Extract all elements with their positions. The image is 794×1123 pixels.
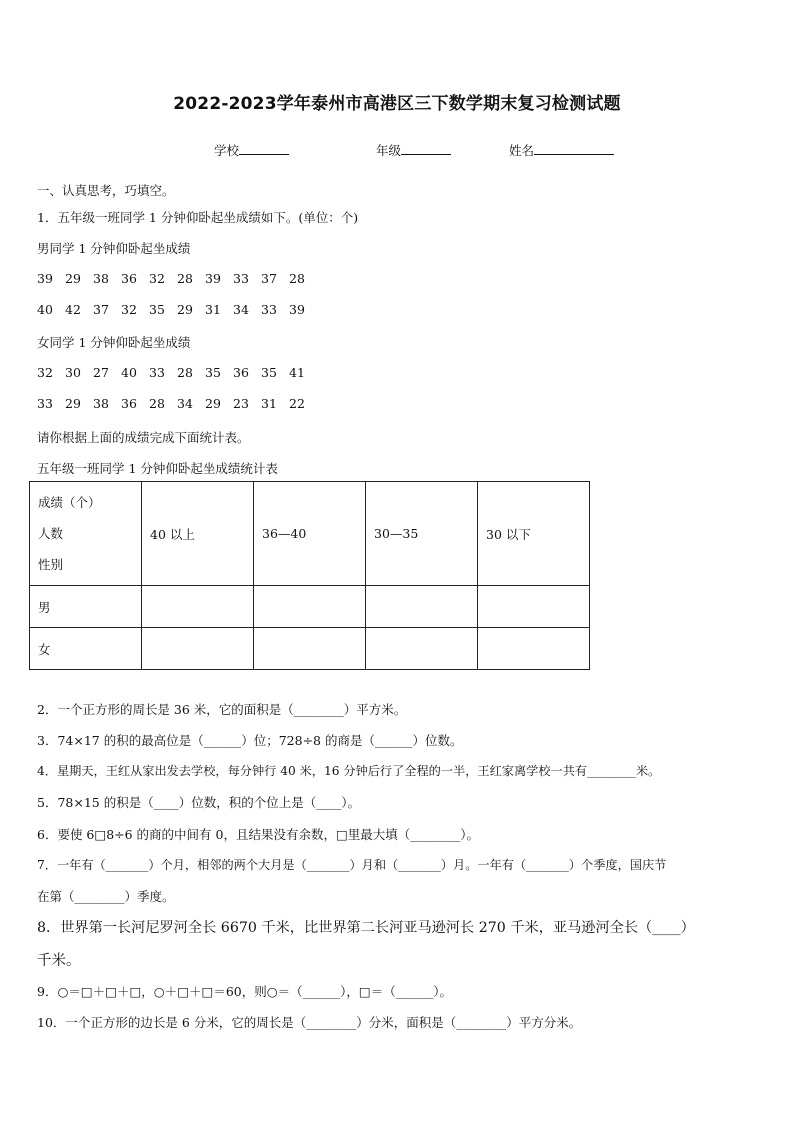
score: 37 bbox=[261, 271, 277, 286]
table-cell bbox=[142, 586, 254, 628]
grade-label: 年级 bbox=[376, 143, 402, 158]
corner-label: 性别 bbox=[38, 557, 64, 572]
school-field bbox=[214, 141, 289, 159]
question-7-line-1: 7．一年有（_______）个月，相邻的两个大月是（_______）月和（_______）月。一年有（_______）个季度，国庆节 bbox=[37, 858, 667, 872]
score: 38 bbox=[93, 396, 109, 411]
score: 36 bbox=[233, 365, 249, 380]
question-7-line-2: 在第（________）季度。 bbox=[37, 889, 175, 904]
corner-label: 人数 bbox=[38, 526, 64, 541]
score: 40 bbox=[37, 302, 53, 317]
name-label: 姓名 bbox=[509, 143, 535, 158]
score: 31 bbox=[205, 302, 221, 317]
boys-label: 男同学 1 分钟仰卧起坐成绩 bbox=[37, 241, 191, 256]
table-row bbox=[30, 628, 590, 670]
score: 29 bbox=[65, 271, 81, 286]
score: 38 bbox=[93, 271, 109, 286]
girls-label: 女同学 1 分钟仰卧起坐成绩 bbox=[37, 335, 191, 350]
grade-blank bbox=[401, 142, 451, 155]
score: 34 bbox=[233, 302, 249, 317]
score: 39 bbox=[205, 271, 221, 286]
score: 27 bbox=[93, 365, 109, 380]
section-heading: 一、认真思考，巧填空。 bbox=[37, 183, 175, 198]
table-cell bbox=[366, 628, 478, 670]
corner-label: 成绩（个） bbox=[38, 495, 101, 510]
question-2: 2．一个正方形的周长是 36 米，它的面积是（________）平方米。 bbox=[37, 702, 407, 717]
score: 37 bbox=[93, 302, 109, 317]
school-label: 学校 bbox=[214, 143, 240, 158]
score: 41 bbox=[289, 365, 305, 380]
score: 40 bbox=[121, 365, 137, 380]
table-cell bbox=[254, 628, 366, 670]
grade-field bbox=[376, 141, 451, 159]
score: 32 bbox=[121, 302, 137, 317]
name-field bbox=[509, 141, 614, 159]
score: 33 bbox=[233, 271, 249, 286]
school-blank bbox=[239, 142, 289, 155]
score: 34 bbox=[177, 396, 193, 411]
instruction: 请你根据上面的成绩完成下面统计表。 bbox=[37, 430, 250, 445]
score: 36 bbox=[121, 271, 137, 286]
page-title: 2022-2023学年泰州市高港区三下数学期末复习检测试题 bbox=[173, 94, 621, 114]
score: 39 bbox=[37, 271, 53, 286]
score: 42 bbox=[65, 302, 81, 317]
question-1: 1．五年级一班同学 1 分钟仰卧起坐成绩如下。(单位：个) bbox=[37, 210, 359, 225]
score: 28 bbox=[177, 365, 193, 380]
table-header-row bbox=[30, 482, 590, 586]
question-9: 9．○＝□＋□＋□，○＋□＋□＝60，则○＝（______），□＝（______）。 bbox=[37, 984, 452, 999]
question-6: 6．要使 6□8÷6 的商的中间有 0，且结果没有余数，□里最大填（________）。 bbox=[37, 827, 480, 842]
table-cell bbox=[478, 586, 590, 628]
score: 33 bbox=[149, 365, 165, 380]
score: 31 bbox=[261, 396, 277, 411]
score: 29 bbox=[205, 396, 221, 411]
table-cell bbox=[478, 628, 590, 670]
girls-row-1 bbox=[37, 365, 317, 380]
row-header: 女 bbox=[30, 628, 142, 670]
score: 32 bbox=[37, 365, 53, 380]
score: 35 bbox=[149, 302, 165, 317]
table-title: 五年级一班同学 1 分钟仰卧起坐成绩统计表 bbox=[37, 461, 278, 476]
column-header: 30—35 bbox=[366, 482, 478, 586]
table-cell bbox=[366, 586, 478, 628]
score: 28 bbox=[149, 396, 165, 411]
row-header: 男 bbox=[30, 586, 142, 628]
corner-cell bbox=[30, 482, 142, 586]
score: 32 bbox=[149, 271, 165, 286]
question-5: 5．78×15 的积是（____）位数，积的个位上是（____）。 bbox=[37, 795, 360, 810]
table-row bbox=[30, 586, 590, 628]
score: 23 bbox=[233, 396, 249, 411]
name-blank bbox=[534, 142, 614, 155]
score: 35 bbox=[205, 365, 221, 380]
score: 29 bbox=[177, 302, 193, 317]
girls-row-2 bbox=[37, 396, 317, 411]
score: 33 bbox=[261, 302, 277, 317]
table-cell bbox=[254, 586, 366, 628]
column-header: 40 以上 bbox=[142, 482, 254, 586]
question-8-line-2: 千米。 bbox=[37, 953, 81, 969]
question-3: 3．74×17 的积的最高位是（______）位；728÷8 的商是（______）位数。 bbox=[37, 733, 463, 748]
score: 35 bbox=[261, 365, 277, 380]
table-cell bbox=[142, 628, 254, 670]
score: 36 bbox=[121, 396, 137, 411]
score: 33 bbox=[37, 396, 53, 411]
question-10: 10．一个正方形的边长是 6 分米，它的周长是（________）分米，面积是（________）平方分米。 bbox=[37, 1015, 582, 1030]
score: 28 bbox=[177, 271, 193, 286]
score: 22 bbox=[289, 396, 305, 411]
boys-row-2 bbox=[37, 302, 317, 317]
score: 39 bbox=[289, 302, 305, 317]
score: 30 bbox=[65, 365, 81, 380]
question-8-line-1: 8．世界第一长河尼罗河全长 6670 千米，比世界第二长河亚马逊河长 270 千米，亚马逊河全长（____） bbox=[37, 920, 695, 936]
score: 28 bbox=[289, 271, 305, 286]
score: 29 bbox=[65, 396, 81, 411]
question-4: 4．星期天，王红从家出发去学校，每分钟行 40 米，16 分钟后行了全程的一半，王红家离学校一共有________米。 bbox=[37, 764, 661, 778]
column-header: 30 以下 bbox=[478, 482, 590, 586]
column-header: 36—40 bbox=[254, 482, 366, 586]
boys-row-1 bbox=[37, 271, 317, 286]
stats-table bbox=[29, 481, 590, 670]
